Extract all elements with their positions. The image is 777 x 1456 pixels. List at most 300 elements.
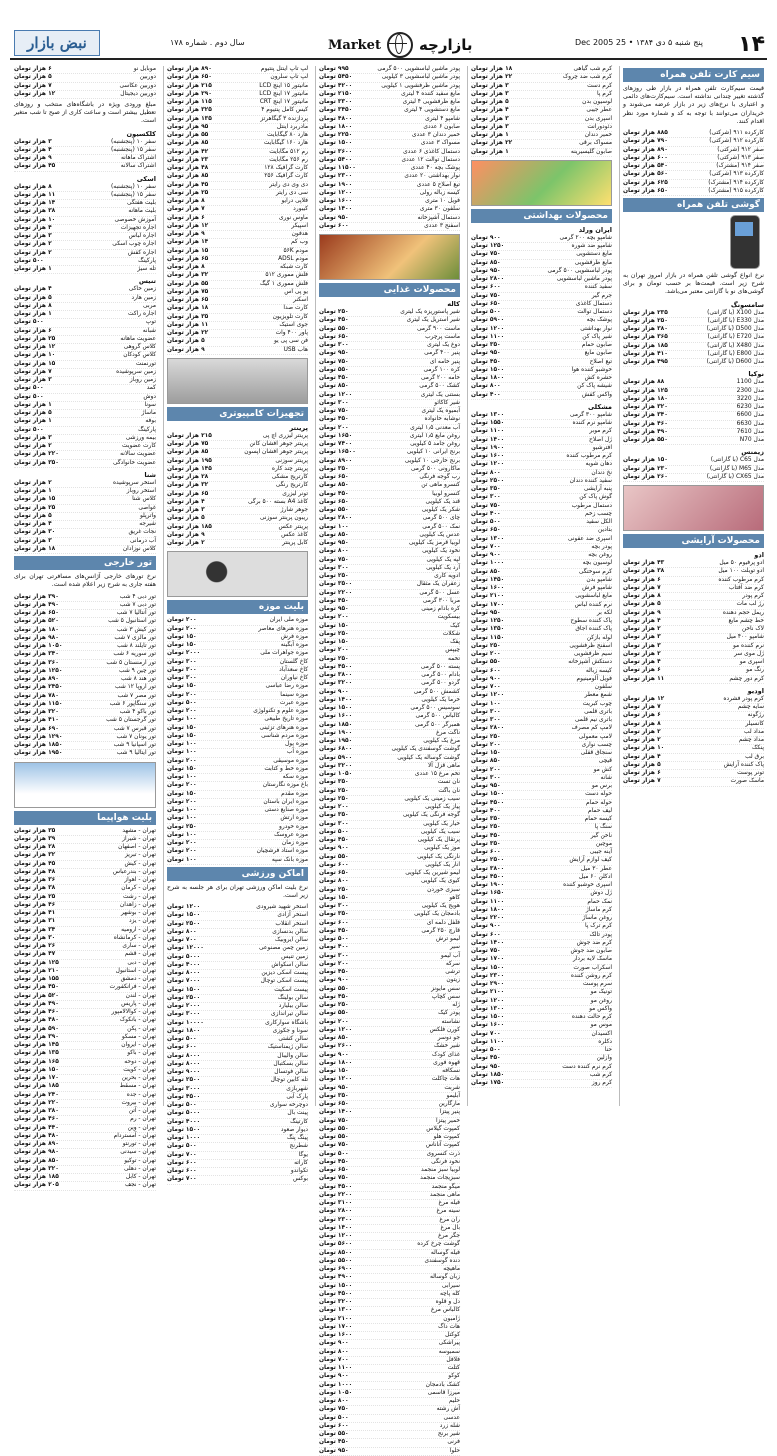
- item-name: دی وی دی رایتر: [269, 181, 308, 188]
- price-row: [471, 140, 612, 148]
- item-name: کاخ نیاوران: [280, 675, 308, 681]
- price-row: [319, 969, 460, 977]
- price-row: [319, 697, 460, 705]
- item-price: ۱۳۵ هزار تومان: [14, 1050, 59, 1057]
- price-row: [471, 709, 612, 717]
- item-name: برق لب: [745, 753, 764, 760]
- item-name: هات داگ: [438, 1323, 460, 1330]
- item-price: ۱۰۰۰ تومان: [167, 1135, 201, 1142]
- item-price: ۲۱۰۰ تومان: [471, 989, 505, 996]
- item-name: سمبوسه: [438, 1348, 460, 1355]
- item-price: ۱۲۰۰ تومان: [471, 997, 505, 1004]
- item-price: ۹۵۰ تومان: [471, 1063, 501, 1070]
- item-price: ۹ هزار تومان: [167, 231, 205, 237]
- price-row: [471, 519, 612, 527]
- price-row: [471, 375, 612, 383]
- item-name: کاخ سعدآباد: [279, 666, 308, 673]
- item-price: ۴ هزار تومان: [167, 498, 205, 505]
- item-name: تور سوریه ۶ شب: [113, 651, 156, 658]
- item-name: حوله دست: [585, 791, 612, 798]
- item-price: ۳۵ هزار تومان: [167, 313, 209, 320]
- item-name: هدفون: [291, 231, 308, 237]
- item-name: مدل E330 (با گارانتی): [707, 317, 764, 324]
- item-price: ۲ هزار تومان: [623, 728, 661, 735]
- price-row: [471, 1039, 612, 1047]
- item-name: کیوی یک کیلویی: [420, 878, 460, 885]
- item-name: مرغ یک کیلویی: [423, 738, 460, 744]
- item-name: روغن مو: [590, 997, 612, 1004]
- item-price: ۵۹۰ هزار تومان: [14, 1025, 59, 1032]
- price-row: [14, 610, 156, 618]
- item-price: ۹۰۰ تومان: [319, 977, 349, 984]
- price-row: [167, 91, 308, 99]
- price-row: [319, 1340, 460, 1348]
- item-price: ۹۵۰ تومان: [319, 350, 349, 357]
- price-row: [319, 598, 460, 606]
- item-price: ۳۲ هزار تومان: [167, 272, 209, 279]
- item-price: ۳۶۰ هزار تومان: [14, 659, 59, 666]
- item-price: ۲۱۰ هزار تومان: [14, 967, 59, 974]
- price-row: [167, 215, 308, 223]
- item-name: توپ: [145, 319, 156, 326]
- item-name: سونا: [144, 401, 156, 408]
- price-row: [319, 829, 460, 837]
- item-name: باشگاه سوارکاری: [265, 1019, 308, 1026]
- item-name: خمیر پیتزا: [435, 1117, 460, 1124]
- price-row: [319, 1118, 460, 1126]
- item-name: کارتریج رنگی: [275, 482, 308, 489]
- item-price: ۶۰۰ تومان: [471, 931, 501, 938]
- price-row: [623, 651, 764, 659]
- item-price: ۹۵۰ تومان: [319, 1084, 349, 1091]
- item-price: ۱۵ هزار تومان: [14, 496, 56, 503]
- item-name: تور هند ۸ شب: [120, 676, 156, 683]
- price-row: [319, 1233, 460, 1241]
- item-name: تهران - فرانکفورت: [109, 984, 156, 991]
- item-price: ۴ هزار تومان: [623, 753, 661, 760]
- item-name: تور مالزی ۷ شب: [114, 634, 156, 641]
- price-row: [167, 758, 308, 766]
- item-price: ۱۳۰۰ تومان: [319, 1307, 353, 1314]
- item-name: بلیت هفتگی: [126, 200, 156, 207]
- item-price: ۳۴۵۰ تومان: [319, 107, 353, 114]
- item-name: واکس مو: [589, 1005, 612, 1012]
- price-row: [14, 1125, 156, 1133]
- item-name: کره بادام زمینی: [421, 606, 460, 612]
- price-row: [471, 585, 612, 593]
- price-row: [471, 742, 612, 750]
- price-row: [471, 800, 612, 808]
- item-price: ۵۵۰ هزار تومان: [623, 437, 668, 444]
- price-row: [319, 1299, 460, 1307]
- item-name: مدل 3220: [736, 395, 764, 402]
- price-row: [14, 546, 156, 554]
- item-name: سلفون: [594, 684, 612, 690]
- price-row: [319, 1134, 460, 1142]
- price-row: [167, 725, 308, 733]
- price-row: [14, 418, 156, 426]
- item-name: کشمش ۵۰۰ گرمی: [413, 688, 460, 695]
- price-row: [471, 309, 612, 317]
- price-row: [167, 799, 308, 807]
- item-name: سرکه: [445, 960, 460, 967]
- price-row: [167, 912, 308, 920]
- price-row: [319, 1250, 460, 1258]
- item-name: لکه بر: [597, 609, 612, 616]
- item-name: کالباس ۵۰۰ گرمی: [415, 713, 460, 720]
- item-price: ۲۰۰ تومان: [471, 766, 501, 773]
- price-row: [319, 1406, 460, 1414]
- price-row: [623, 601, 764, 609]
- price-row: [319, 1043, 460, 1051]
- item-name: دیوار صعود: [280, 1126, 308, 1133]
- item-name: موزه عبرت: [279, 699, 308, 706]
- item-name: مدل C65 (با گارانتی): [710, 457, 764, 464]
- item-name: موچین: [595, 840, 612, 847]
- item-name: زمین خاکی: [128, 286, 156, 293]
- item-name: پودر ماشین ظرفشویی ۱ کیلویی: [381, 82, 460, 89]
- item-price: ۹۵۰ تومان: [471, 350, 501, 357]
- price-row: [319, 606, 460, 614]
- item-name: کلاس نوزادان: [122, 545, 156, 552]
- item-name: اجاره لباس: [128, 233, 156, 240]
- item-price: ۲۰۰ تومان: [319, 1018, 349, 1025]
- item-name: کرم مرطوب کننده: [566, 453, 612, 459]
- price-row: [471, 824, 612, 832]
- item-name: ادویه کاری: [434, 573, 460, 579]
- item-price: ۸۹۰۰ تومان: [319, 457, 353, 464]
- item-price: ۲۸۰۰ تومان: [319, 515, 353, 522]
- item-name: سبزی خوردن: [427, 886, 460, 893]
- price-row: [471, 494, 612, 502]
- item-name: کره ۱۰۰ گرمی: [423, 366, 460, 373]
- item-name: موزه ملی ایران: [269, 617, 308, 624]
- item-name: سایه چشم: [737, 704, 764, 711]
- item-name: پرینتر چند کاره: [271, 465, 308, 472]
- item-name: روغن ماساژ: [582, 915, 612, 921]
- item-name: مایع لباسشویی: [575, 593, 612, 600]
- item-price: ۵۵۰ تومان: [319, 507, 349, 513]
- price-row: [623, 618, 764, 626]
- item-price: ۱۵۰ تومان: [319, 1068, 349, 1074]
- price-row: [319, 1415, 460, 1423]
- price-list: [623, 696, 764, 787]
- price-row: [14, 651, 156, 659]
- price-row: [167, 741, 308, 749]
- price-row: [14, 410, 156, 418]
- price-row: [319, 573, 460, 581]
- item-price: ۴۵۰ تومان: [471, 832, 501, 839]
- item-name: فویل آلومینیوم: [576, 675, 612, 682]
- item-name: شامپو فرش: [582, 585, 612, 591]
- item-name: تور قبرس ۷ شب: [113, 725, 156, 732]
- price-row: [319, 1332, 460, 1340]
- item-name: پینت بال: [287, 1110, 308, 1117]
- item-name: موزه صنایع دستی: [264, 807, 308, 813]
- item-name: وازلین: [596, 1055, 612, 1062]
- price-row: [319, 375, 460, 383]
- item-price: ۵۹۰۰ تومان: [319, 754, 353, 761]
- item-name: لپ تاپ سلرون: [270, 74, 308, 81]
- item-price: ۱۷۵۰ تومان: [471, 1080, 505, 1086]
- price-row: [319, 66, 460, 74]
- item-name: بوفه: [145, 418, 156, 425]
- item-name: کمپوت گیلاس: [426, 1125, 460, 1132]
- price-row: [167, 239, 308, 247]
- price-row: [167, 1176, 308, 1184]
- item-price: ۴۵۰ تومان: [471, 358, 501, 365]
- item-price: ۲۰۰ تومان: [471, 651, 501, 657]
- item-name: رم ۲۵۶ مگابایت: [269, 156, 308, 163]
- price-row: [14, 602, 156, 610]
- item-name: کش مو: [593, 766, 612, 773]
- item-price: ۶۰۰ تومان: [319, 222, 349, 229]
- item-name: مدل 6230: [736, 404, 764, 411]
- box-title-air-ticket: بلیت هواپیما: [14, 811, 156, 825]
- item-name: مدل D600 (با گارانتی): [706, 359, 764, 366]
- price-row: [167, 116, 308, 124]
- item-name: کاغذ عکس: [281, 531, 308, 538]
- item-price: ۱۶۵ هزار تومان: [14, 1058, 59, 1065]
- item-price: ۵۰۰۰ تومان: [167, 953, 201, 960]
- item-name: تور سنگاپور ۶ شب: [109, 700, 156, 707]
- price-row: [167, 499, 308, 507]
- item-name: تور یونان ۷ شب: [116, 733, 156, 740]
- item-name: اجاره تجهیزات: [120, 224, 156, 231]
- item-name: پیراشکی: [438, 1340, 460, 1347]
- item-price: ۷۰۰ تومان: [167, 937, 197, 944]
- item-price: ۲۲ هزار تومان: [471, 74, 513, 81]
- price-row: [319, 961, 460, 969]
- price-row: [623, 421, 764, 429]
- item-price: ۵۵۰ تومان: [319, 1431, 349, 1437]
- item-price: ۲۰۰۰ تومان: [167, 1003, 201, 1010]
- price-row: [14, 385, 156, 393]
- price-row: [319, 689, 460, 697]
- price-row: [167, 1020, 308, 1028]
- item-price: ۱۱۰۰ تومان: [471, 898, 505, 905]
- price-row: [14, 241, 156, 249]
- item-price: ۳۵۰ تومان: [319, 1092, 349, 1099]
- item-price: ۸۰۰ تومان: [167, 928, 197, 935]
- price-row: [471, 301, 612, 309]
- item-name: عطر ۳۰ میل: [580, 865, 612, 872]
- column-note: مبلغ ورودی ویژه در باشگاه‌های منتخب و روزهای تعطیل بیشتر است و ساعت کاری از صبح تا شب متغیر است.: [14, 101, 156, 125]
- item-price: ۵ هزار تومان: [623, 761, 661, 768]
- price-row: [14, 918, 156, 926]
- item-price: ۱۶۰۰ تومان: [471, 585, 505, 591]
- item-price: ۲۲۰۰ تومان: [319, 589, 353, 596]
- price-row: [167, 634, 308, 642]
- item-price: ۷۵۰ تومان: [319, 1406, 349, 1413]
- price-list: [167, 904, 308, 1185]
- item-price: ۵ هزار تومان: [471, 99, 509, 105]
- price-row: [471, 659, 612, 667]
- price-row: [471, 486, 612, 494]
- item-name: دوربین دیجیتال: [120, 90, 156, 97]
- price-row: [471, 618, 612, 626]
- item-name: حوله حمام: [586, 799, 612, 806]
- sim-card-intro: قیمت سیم‌کارت تلفن همراه در بازار طی روزهای گذشته تغییر چندانی نداشته است. سیم‌کارت‌های دائمی و اعتباری با نرخ‌های زیر در بازار عرضه می‌شوند و خریداران می‌توانند با توجه به کد و شماره مورد نظر اقدام کنند.: [623, 85, 764, 125]
- item-name: تور مصر ۷ شب: [117, 692, 156, 699]
- item-price: ۱۳۵۰ تومان: [471, 626, 505, 633]
- item-price: ۹۰۰ تومان: [319, 688, 349, 695]
- price-row: [14, 902, 156, 910]
- item-price: ۱۶۵۰ تومان: [319, 432, 353, 439]
- price-row: [167, 165, 308, 173]
- item-price: ۵۵۰ تومان: [319, 325, 349, 332]
- price-row: [319, 1027, 460, 1035]
- item-name: ژله: [452, 1002, 460, 1008]
- item-price: ۳۰۰ تومان: [167, 658, 197, 665]
- price-row: [623, 721, 764, 729]
- item-price: ۱۸۵۰ تومان: [471, 1071, 505, 1078]
- price-row: [471, 882, 612, 890]
- item-price: ۸۵ هزار تومان: [167, 140, 209, 147]
- price-row: [14, 1149, 156, 1157]
- price-row: [14, 885, 156, 893]
- item-price: ۵۰۰ تومان: [319, 1414, 349, 1421]
- item-name: آبمیوه یک لیتری: [421, 408, 460, 414]
- price-row: [319, 746, 460, 754]
- item-price: ۱۶۰۰ تومان: [319, 713, 353, 720]
- item-price: ۶۰۰ تومان: [319, 1422, 349, 1429]
- price-row: [319, 400, 460, 408]
- item-price: ۱۵۰ تومان: [167, 765, 197, 772]
- item-price: ۸۵ هزار تومان: [167, 173, 209, 180]
- item-name: پرتقال یک کیلویی: [417, 837, 460, 843]
- price-row: [471, 132, 612, 140]
- item-price: ۱۲۹۰ هزار تومان: [14, 733, 63, 740]
- price-row: [14, 1182, 156, 1190]
- item-name: تهران - بندرعباس: [112, 868, 156, 875]
- item-name: شکلات: [442, 630, 460, 637]
- price-row: [319, 1093, 460, 1101]
- item-name: مودم ۵۶K: [283, 247, 308, 254]
- item-name: تهران - بانکوک: [119, 1017, 156, 1024]
- item-price: ۳ هزار تومان: [623, 642, 661, 649]
- price-row: [623, 610, 764, 618]
- item-price: ۷ هزار تومان: [14, 82, 52, 89]
- item-name: لپه یک کیلویی: [426, 556, 460, 563]
- price-row: [319, 1291, 460, 1299]
- item-name: تونر لیزری: [282, 490, 308, 497]
- price-row: [167, 532, 308, 540]
- price-row: [623, 712, 764, 720]
- item-price: ۳۳۰۰ تومان: [319, 99, 353, 105]
- item-name: تهران - دمشق: [120, 976, 156, 983]
- item-name: تهران - ارومیه: [121, 926, 156, 933]
- price-row: [319, 878, 460, 886]
- item-price: ۵۰۰ تومان: [14, 393, 44, 400]
- price-row: [319, 99, 460, 107]
- item-price: ۷۵۰ تومان: [319, 408, 349, 414]
- price-row: [319, 458, 460, 466]
- item-price: ۲۲۵۰ تومان: [319, 132, 353, 138]
- item-name: کیسه زباله رولی: [419, 189, 460, 196]
- item-name: روغن مایع ۱٫۵ لیتری: [409, 432, 460, 439]
- price-row: [471, 1064, 612, 1072]
- column-5: [11, 66, 159, 1189]
- item-name: دکلره: [598, 1038, 612, 1045]
- page-header: [10, 28, 767, 60]
- price-row: [471, 412, 612, 420]
- item-name: دنده گوسفندی: [424, 1257, 460, 1264]
- item-price: ۷۰۰ تومان: [167, 1176, 197, 1183]
- item-name: نوار بهداشتی ۲۰ عددی: [404, 173, 460, 180]
- item-name: پودر لباسشویی ۵۰۰ گرمی: [547, 267, 612, 274]
- item-name: میگو منجمد: [431, 1183, 460, 1190]
- item-name: مدل X100 (با گارانتی): [707, 309, 764, 316]
- item-price: ۳ هزار تومان: [14, 434, 52, 441]
- item-price: ۲۸۰۰ تومان: [471, 276, 505, 282]
- item-name: موزه سینما: [280, 691, 308, 698]
- item-price: ۲۰۰ تومان: [167, 798, 197, 805]
- item-price: ۸ هزار تومان: [14, 183, 52, 190]
- item-price: ۷۵۰ تومان: [471, 948, 501, 954]
- item-name: کاراته: [294, 1159, 308, 1166]
- price-row: [319, 491, 460, 499]
- price-row: [167, 305, 308, 313]
- item-name: موزه هنرهای تزئینی: [259, 724, 308, 731]
- item-price: ۱۲ هزار تومان: [14, 344, 56, 351]
- price-list: [623, 457, 764, 482]
- item-price: ۶ هزار تومان: [623, 770, 661, 777]
- price-row: [14, 192, 156, 200]
- item-name: کابل پرینتر: [282, 540, 308, 546]
- item-name: تور چین ۹ شب: [119, 667, 156, 674]
- item-name: زیتون: [446, 977, 460, 984]
- item-name: ماکارونی ۵۰۰ گرمی: [410, 465, 460, 472]
- item-price: ۲۲ هزار تومان: [471, 140, 513, 147]
- item-name: مدل D500 (با گارانتی): [706, 326, 764, 333]
- price-row: [471, 453, 612, 461]
- price-row: [167, 74, 308, 82]
- item-name: اسپری بدن: [584, 115, 612, 122]
- item-price: ۳۹۰ هزار تومان: [14, 593, 59, 600]
- category-heading: اودیو: [747, 686, 764, 695]
- item-price: ۴۶۰ هزار تومان: [14, 1009, 59, 1016]
- item-name: قهوه فوری: [433, 1059, 460, 1066]
- price-row: [623, 429, 764, 437]
- item-name: دستمال توالت ۱۲ عددی: [401, 156, 460, 163]
- item-price: ۳ هزار تومان: [14, 537, 52, 544]
- price-row: [319, 548, 460, 556]
- item-name: صفر ۹۱۳ (شرکتی): [717, 154, 764, 161]
- item-name: شیر پاستوریزه یک لیتری: [400, 309, 460, 315]
- item-price: ۲۵۰۰ تومان: [167, 994, 201, 1001]
- price-row: [167, 132, 308, 140]
- price-row: [471, 116, 612, 124]
- item-name: برنج ایرانی ۱۰ کیلویی: [406, 449, 460, 456]
- price-row: [14, 676, 156, 684]
- item-name: سفر ۱۰ (پنجشنبه): [110, 183, 156, 190]
- item-name: تهران - یزد: [129, 918, 156, 925]
- item-name: شامپو بچه ۲۰۰ گرمی: [559, 234, 612, 241]
- item-price: ۲۶۰ هزار تومان: [623, 473, 668, 480]
- price-row: [471, 392, 612, 400]
- price-row: [623, 762, 764, 770]
- item-name: کرم ضد آفتاب: [728, 584, 764, 591]
- item-name: دئودورانت: [587, 123, 612, 130]
- item-price: ۷۰۰ تومان: [319, 1356, 349, 1363]
- price-row: [471, 503, 612, 511]
- price-row: [471, 527, 612, 535]
- price-row: [167, 1061, 308, 1069]
- item-name: مسواک ۳ عددی: [420, 140, 460, 147]
- item-price: ۱۸۰۰ تومان: [319, 123, 353, 130]
- price-row: [14, 1083, 156, 1091]
